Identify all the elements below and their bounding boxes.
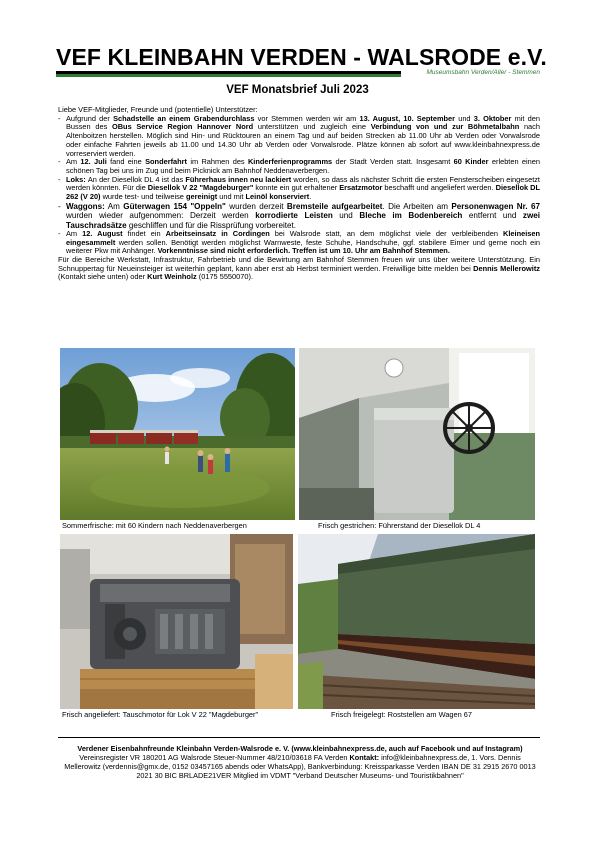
news-item-wagons: - Waggons: Am Güterwagen 154 "Oppeln" wurden derzeit Bremsteile aufgearbeitet. Die Arbeiten am Personenwagen Nr. 67 wurden wieder aufgenommen: Derzeit werden korrodierte Leisten und Bleche im Bodenbereich entfernt und zwei Tauschradsätze geschliffen und für die Rissprüfung vorbereitet. (58, 202, 540, 230)
footer: Verdener Eisenbahnfreunde Kleinbahn Verden-Walsrode e. V. (www.kleinbahnexpress.de, auch auf Facebook und auf Instagram) Vereinsregister VR 180201 AG Walsrode Steuer-Nummer 48/210/03618 FA Verden Kontakt: info@kleinbahnexpress.de, 1. Vors. Dennis Mellerowitz (verdennis@gmx.de, 0152 03457165 abends oder WhatsApp), Bankverbindung: Kreissparkasse Verden IBAN DE 31 2915 2670 0013 2021 30 BIC BRLADE21VER Mitglied im VDMT "Verband Deutscher Museums- und Touristikbahnen" (64, 744, 536, 780)
body-text (58, 106, 540, 282)
news-item-work-day: - Am 12. August findet ein Arbeitseinsatz in Cordingen bei Walsrode statt, an dem möglichst viele der verbleibenden Kleineisen eingesammelt werden sollen. Benötigt werden möglichst Warnweste, feste Schuhe, Handschuhe, ggf. stabilere Eimer und gerne noch ein weiterer Pkw mit Anhänger. Vorkenntnisse sind nicht erforderlich. Treffen ist um 10. Uhr am Bahnhof Stemmen. (58, 230, 540, 256)
club-tagline: Museumsbahn Verden/Aller - Stemmen (426, 69, 540, 76)
club-title: VEF KLEINBAHN VERDEN - WALSRODE e.V. (56, 44, 547, 70)
wagon-photo (298, 534, 535, 709)
engine-photo (60, 534, 293, 709)
cab-caption: Frisch gestrichen: Führerstand der Diesellok DL 4 (318, 521, 481, 530)
picnic-caption: Sommerfrische: mit 60 Kindern nach Neddenaverbergen (62, 521, 247, 530)
closing-paragraph: Für die Bereiche Werkstatt, Infrastruktur, Fahrbetrieb und die Bewirtung am Bahnhof Stemmen freuen wir uns über weitere Unterstützung. Ein Schnuppertag für Neueinsteiger ist weiterhin geplant, kann aber erst ab Herbst terminiert werden. Freiwillige bitte melden bei Dennis Mellerowitz (Kontakt siehe unten) oder Kurt Weinholz (0175 5550070). (58, 255, 540, 282)
newsletter-title: VEF Monatsbrief Juli 2023 (226, 84, 369, 96)
header-rule-green (56, 74, 401, 77)
picnic-photo (60, 348, 295, 520)
header (56, 44, 547, 80)
greeting: Liebe VEF-Mitglieder, Freunde und (potentielle) Unterstützer: (58, 105, 258, 114)
news-list (58, 115, 540, 256)
footer-rule (58, 737, 540, 738)
news-item-locomotives: - Loks: An der Diesellok DL 4 ist das Führerhaus innen neu lackiert worden, so dass als nächster Schritt die ersten Fensterscheiben eingesetzt werden könnten. Für die Diesellok V 22 "Magdeburger" konnte ein gut erhaltener Ersatzmotor beschafft und angeliefert werden. Diesellok DL 262 (V 20) wurde test- und teilweise gereinigt und mit Leinöl konserviert. (58, 176, 540, 202)
news-item-special-trip: - Am 12. Juli fand eine Sonderfahrt im Rahmen des Kinderferienprogramms der Stadt Verden statt. Insgesamt 60 Kinder erlebten einen schönen Tag bei uns im Zug und beim Picknick am Bahnhof Neddenaverbergen. (58, 158, 540, 175)
wagon-caption: Frisch freigelegt: Roststellen am Wagen 67 (331, 710, 473, 719)
news-item-bus-service: - Aufgrund der Schadstelle an einem Grabendurchlass vor Stemmen werden wir am 13. August, 10. September und 3. Oktober mit den Bussen des OBus Service Region Hannover Nord unterstützen und zugleich eine Verbindung von und zur Böhmetalbahn nach Altenboitzen herstellen. Möglich sind Hin- und Rücktouren an einem Tag und auf beiden Strecken ab 11.00 Uhr ab Verden oder Vorwalsrode oder einfache Fahrten jeweils ab 11.00 und 14.30 Uhr ab Verden oder Vorwalsrode. Plätze können ab sofort auf www.kleinbahnexpress.de vorreserviert werden. (58, 115, 540, 159)
engine-caption: Frisch angeliefert: Tauschmotor für Lok V 22 "Magdeburger" (62, 710, 259, 719)
cab-photo (299, 348, 535, 520)
